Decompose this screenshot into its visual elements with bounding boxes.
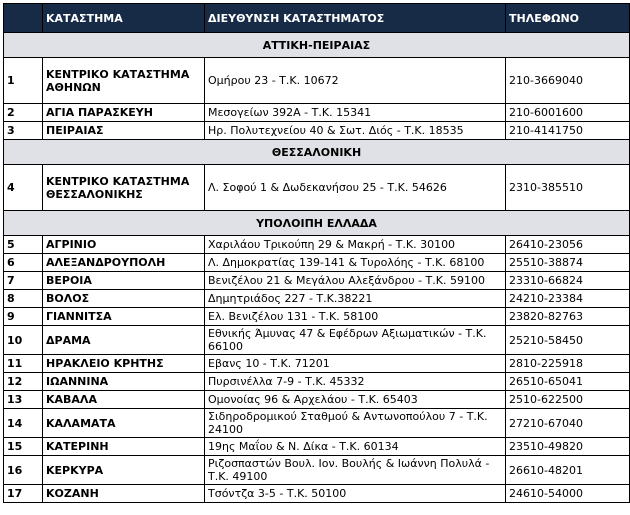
region-row-rest-of-greece <box>4 211 630 236</box>
store-address: Δημητριάδος 227 - Τ.Κ.38221 <box>205 290 506 308</box>
header-phone: ΤΗΛΕΦΩΝΟ <box>506 4 630 33</box>
table-row <box>4 355 630 373</box>
table-row <box>4 122 630 140</box>
store-address: Σιδηροδρομικού Σταθμού & Αντωνοπούλου 7 - Τ.Κ. 24100 <box>205 409 506 438</box>
table-header <box>4 4 630 33</box>
table-row <box>4 456 630 485</box>
store-number: 10 <box>4 326 43 355</box>
store-name: ΔΡΑΜΑ <box>43 326 205 355</box>
store-name: ΚΟΖΑΝΗ <box>43 485 205 503</box>
store-address: Εθνικής Άμυνας 47 & Εφέδρων Αξιωματικών - Τ.Κ. 66100 <box>205 326 506 355</box>
store-phone: 2310-385510 <box>506 165 630 211</box>
store-name: ΚΕΡΚΥΡΑ <box>43 456 205 485</box>
store-phone: 210-3669040 <box>506 58 630 104</box>
store-number: 15 <box>4 438 43 456</box>
store-name: ΚΑΤΕΡΙΝΗ <box>43 438 205 456</box>
store-phone: 210-6001600 <box>506 104 630 122</box>
stores-table <box>3 3 630 503</box>
table-row <box>4 272 630 290</box>
store-phone: 26610-48201 <box>506 456 630 485</box>
header-address: ΔΙΕΥΘΥΝΣΗ ΚΑΤΑΣΤΗΜΑΤΟΣ <box>205 4 506 33</box>
table-row <box>4 290 630 308</box>
store-address: Τσόντζα 3-5 - Τ.Κ. 50100 <box>205 485 506 503</box>
store-name: ΑΛΕΞΑΝΔΡΟΥΠΟΛΗ <box>43 254 205 272</box>
store-number: 3 <box>4 122 43 140</box>
store-name: ΒΕΡΟΙΑ <box>43 272 205 290</box>
store-phone: 23310-66824 <box>506 272 630 290</box>
store-number: 2 <box>4 104 43 122</box>
store-name: ΑΓΙΑ ΠΑΡΑΣΚΕΥΗ <box>43 104 205 122</box>
store-address: Λ. Δημοκρατίας 139-141 & Τυρολόης - Τ.Κ. 68100 <box>205 254 506 272</box>
store-number: 4 <box>4 165 43 211</box>
table-body <box>4 33 630 503</box>
store-phone: 2810-225918 <box>506 355 630 373</box>
store-number: 8 <box>4 290 43 308</box>
store-number: 7 <box>4 272 43 290</box>
store-number: 9 <box>4 308 43 326</box>
store-address: Ομήρου 23 - Τ.Κ. 10672 <box>205 58 506 104</box>
table-row <box>4 104 630 122</box>
store-phone: 26510-65041 <box>506 373 630 391</box>
store-name: ΚΑΒΑΛΑ <box>43 391 205 409</box>
store-address: Πυρσινέλλα 7-9 - Τ.Κ. 45332 <box>205 373 506 391</box>
store-number: 6 <box>4 254 43 272</box>
store-name: ΒΟΛΟΣ <box>43 290 205 308</box>
store-number: 17 <box>4 485 43 503</box>
store-address: Βενιζέλου 21 & Μεγάλου Αλεξάνδρου - Τ.Κ. 59100 <box>205 272 506 290</box>
store-phone: 24610-54000 <box>506 485 630 503</box>
store-phone: 210-4141750 <box>506 122 630 140</box>
region-row-thessaloniki <box>4 140 630 165</box>
store-phone: 23510-49820 <box>506 438 630 456</box>
store-number: 12 <box>4 373 43 391</box>
region-name: ΥΠΟΛΟΙΠΗ ΕΛΛΑΔΑ <box>4 211 630 236</box>
table-row <box>4 485 630 503</box>
header-number <box>4 4 43 33</box>
store-address: Χαριλάου Τρικούπη 29 & Μακρή - Τ.Κ. 30100 <box>205 236 506 254</box>
store-phone: 23820-82763 <box>506 308 630 326</box>
table-row <box>4 254 630 272</box>
store-name: ΙΩΑΝΝΙΝΑ <box>43 373 205 391</box>
table-row <box>4 58 630 104</box>
store-number: 5 <box>4 236 43 254</box>
store-address: Μεσογείων 392Α - Τ.Κ. 15341 <box>205 104 506 122</box>
header-store: ΚΑΤΑΣΤΗΜΑ <box>43 4 205 33</box>
region-name: ΘΕΣΣΑΛΟΝΙΚΗ <box>4 140 630 165</box>
table-row <box>4 409 630 438</box>
store-phone: 25510-38874 <box>506 254 630 272</box>
store-name: ΚΕΝΤΡΙΚΟ ΚΑΤΑΣΤΗΜΑ ΘΕΣΣΑΛΟΝΙΚΗΣ <box>43 165 205 211</box>
store-name: ΚΑΛΑΜΑΤΑ <box>43 409 205 438</box>
store-number: 14 <box>4 409 43 438</box>
table-row <box>4 391 630 409</box>
store-phone: 25210-58450 <box>506 326 630 355</box>
store-phone: 2510-622500 <box>506 391 630 409</box>
region-row-attica <box>4 33 630 58</box>
table-row <box>4 165 630 211</box>
store-address: Ελ. Βενιζέλου 131 - Τ.Κ. 58100 <box>205 308 506 326</box>
store-name: ΗΡΑΚΛΕΙΟ ΚΡΗΤΗΣ <box>43 355 205 373</box>
store-phone: 26410-23056 <box>506 236 630 254</box>
table-row <box>4 438 630 456</box>
store-number: 16 <box>4 456 43 485</box>
table-row <box>4 373 630 391</box>
store-name: ΠΕΙΡΑΙΑΣ <box>43 122 205 140</box>
store-address: Εβανς 10 - Τ.Κ. 71201 <box>205 355 506 373</box>
region-name: ΑΤΤΙΚΗ-ΠΕΙΡΑΙΑΣ <box>4 33 630 58</box>
store-phone: 24210-23384 <box>506 290 630 308</box>
store-number: 13 <box>4 391 43 409</box>
store-address: Λ. Σοφού 1 & Δωδεκανήσου 25 - Τ.Κ. 54626 <box>205 165 506 211</box>
store-name: ΑΓΡΙΝΙΟ <box>43 236 205 254</box>
store-name: ΓΙΑΝΝΙΤΣΑ <box>43 308 205 326</box>
store-address: Ριζοσπαστών Βουλ. Ιον. Βουλής & Ιωάννη Πολυλά - Τ.Κ. 49100 <box>205 456 506 485</box>
store-address: Ομονοίας 96 & Αρχελάου - Τ.Κ. 65403 <box>205 391 506 409</box>
store-name: ΚΕΝΤΡΙΚΟ ΚΑΤΑΣΤΗΜΑ ΑΘΗΝΩΝ <box>43 58 205 104</box>
store-number: 11 <box>4 355 43 373</box>
table-row <box>4 326 630 355</box>
table-row <box>4 308 630 326</box>
store-number: 1 <box>4 58 43 104</box>
store-address: 19ης Μαΐου & Ν. Δίκα - Τ.Κ. 60134 <box>205 438 506 456</box>
store-address: Ηρ. Πολυτεχνείου 40 & Σωτ. Διός - Τ.Κ. 18535 <box>205 122 506 140</box>
store-phone: 27210-67040 <box>506 409 630 438</box>
table-row <box>4 236 630 254</box>
